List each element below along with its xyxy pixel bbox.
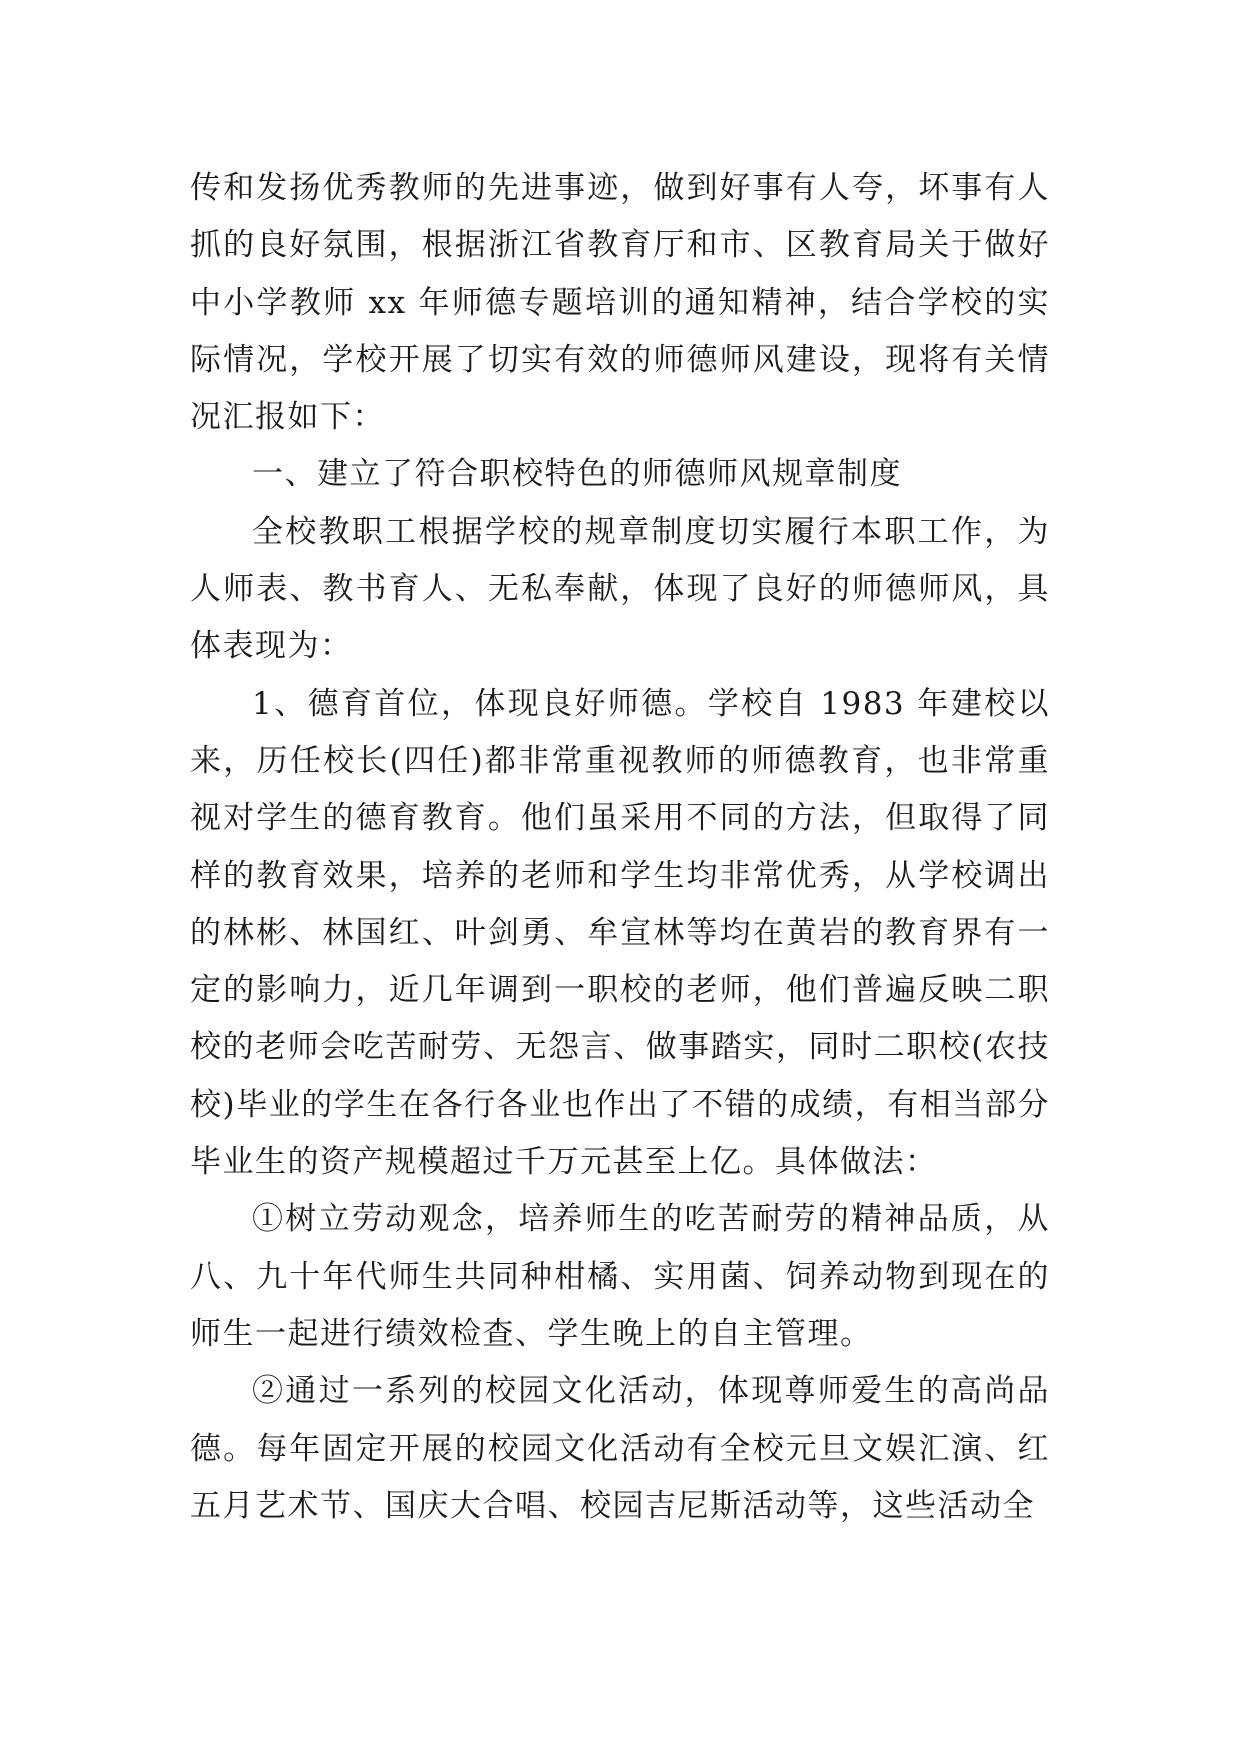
paragraph-body: 全校教职工根据学校的规章制度切实履行本职工作，为人师表、教书育人、无私奉献，体现了良好的师德师风，具体表现为： xyxy=(190,513,1050,665)
document-body xyxy=(190,160,1050,1535)
paragraph-subitem-2: ②通过一系列的校园文化活动，体现尊师爱生的高尚品德。每年固定开展的校园文化活动有全校元旦文娱汇演、红五月艺术节、国庆大合唱、校园吉尼斯活动等，这些活动全 xyxy=(190,1373,1050,1524)
paragraph-subitem-1: ①树立劳动观念，培养师生的吃苦耐劳的精神品质，从八、九十年代师生共同种柑橘、实用菌、饲养动物到现在的师生一起进行绩效检查、学生晚上的自主管理。 xyxy=(190,1201,1050,1352)
paragraph-item-1: 1、德育首位，体现良好师德。学校自 1983 年建校以来，历任校长(四任)都非常重视教师的师德教育，也非常重视对学生的德育教育。他们虽采用不同的方法，但取得了同样的教育效果，培养的老师和学生均非常优秀，从学校调出的林彬、林国红、叶剑勇、牟宣林等均在黄岩的教育界有一定的影响力，近几年调到一职校的老师，他们普遍反映二职校的老师会吃苦耐劳、无怨言、做事踏实，同时二职校(农技校)毕业的学生在各行各业也作出了不错的成绩，有相当部分毕业生的资产规模超过千万元甚至上亿。具体做法： xyxy=(190,685,1050,1181)
section-heading: 一、建立了符合职校特色的师德师风规章制度 xyxy=(252,456,902,493)
paragraph-continuation: 传和发扬优秀教师的先进事迹，做到好事有人夸，坏事有人抓的良好氛围，根据浙江省教育厅和市、区教育局关于做好中小学教师 xx 年师德专题培训的通知精神，结合学校的实际情况，学校开展了切实有效的师德师风建设，现将有关情况汇报如下： xyxy=(190,170,1050,436)
